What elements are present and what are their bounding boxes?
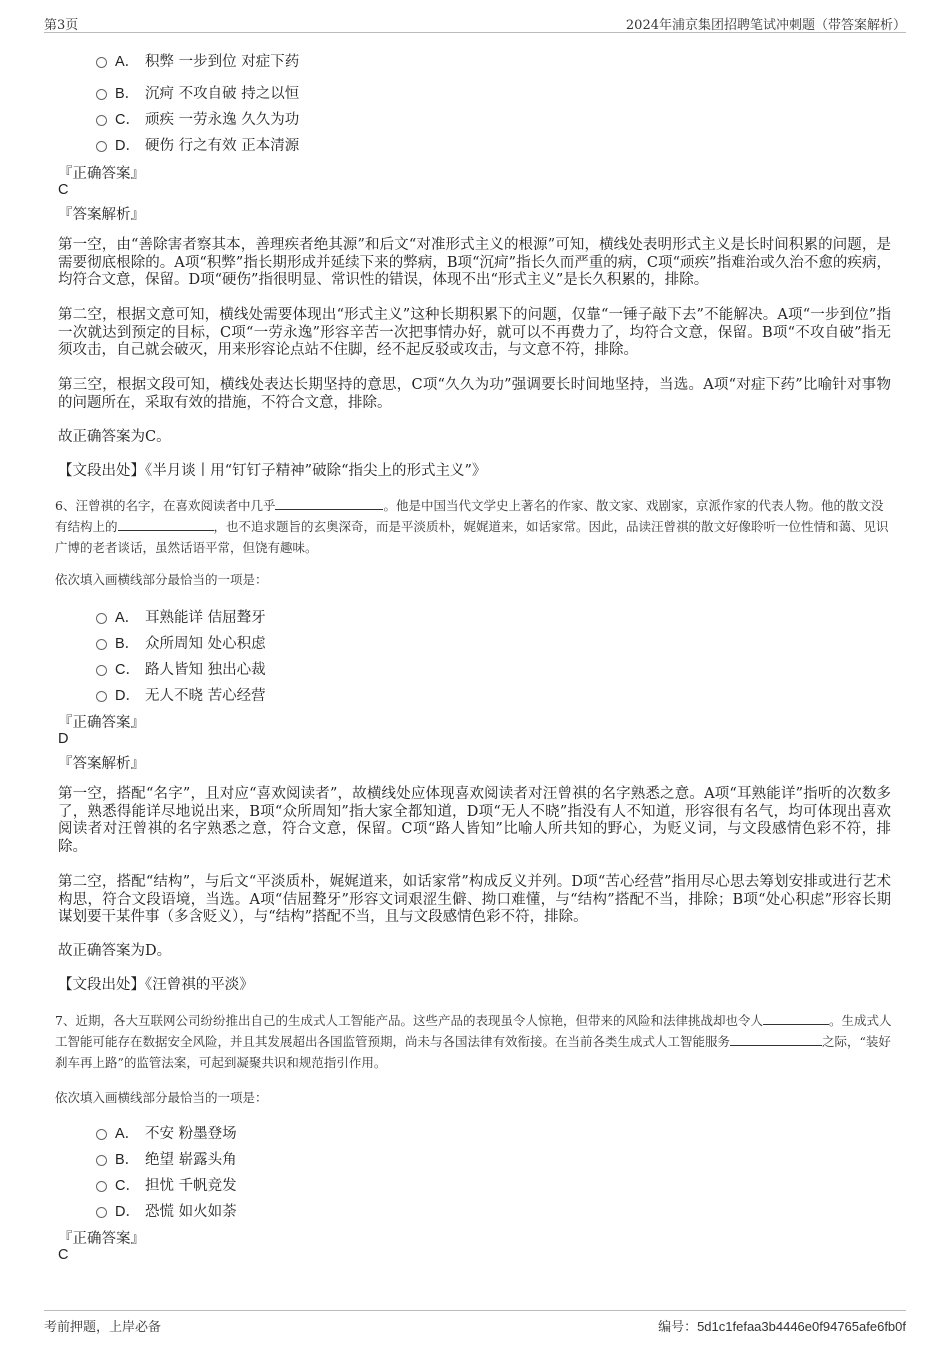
document-code: 编号：5d1c1fefaa3b4446e0f94765afe6fb0f [658, 1319, 906, 1334]
document-title: 2024年浦京集团招聘笔试冲刺题（带答案解析） [625, 18, 906, 33]
radio-icon[interactable] [96, 691, 107, 702]
radio-icon[interactable] [96, 1155, 107, 1166]
page-header [44, 12, 906, 33]
source-citation: 【文段出处】《汪曾祺的平淡》 [58, 977, 254, 993]
analysis-conclusion: 故正确答案为C。 [58, 429, 171, 445]
source-citation: 【文段出处】《半月谈丨用“钉钉子精神”破除“指尖上的形式主义”》 [58, 463, 487, 479]
analysis-label: 『答案解析』 [58, 756, 145, 772]
blank-line [730, 1033, 822, 1046]
radio-icon[interactable] [96, 1129, 107, 1140]
analysis-paragraph: 第一空，由“善除害者察其本，善理疾者绝其源”和后文“对准形式主义的根源”可知，横线处表明形式主义是长时间积累的问题，是需要彻底根除的。A项“积弊”指长期形成并延续下来的弊病，B项“沉疴”指长久而严重的病，C项“顽疾”指难治或久治不愈的疾病，均符合文意，保留。D项“硬伤”指很明显、常识性的错误，体现不出“形式主义”是长久积累的，排除。 [58, 237, 891, 288]
analysis-paragraph: 第三空，根据文段可知，横线处表达长期坚持的意思，C项“久久为功”强调要长时间地坚持，当选。A项“对症下药”比喻针对事物的问题所在，采取有效的措施，不符合文意，排除。 [58, 377, 891, 411]
correct-answer: C [58, 182, 69, 198]
analysis-conclusion: 故正确答案为D。 [58, 943, 172, 959]
radio-icon[interactable] [96, 1181, 107, 1192]
option-a[interactable]: A． 不安 粉墨登场 [96, 1122, 237, 1143]
radio-icon[interactable] [96, 57, 107, 68]
option-a[interactable]: A． 耳熟能详 佶屈聱牙 [96, 606, 266, 627]
analysis-paragraph: 第一空，搭配“名字”，且对应“喜欢阅读者”，故横线处应体现喜欢阅读者对汪曾祺的名字熟悉之意。A项“耳熟能详”指听的次数多了，熟悉得能详尽地说出来，B项“众所周知”指大家全都知道，D项“无人不晓”指没有人不知道，形容很有名气，均可体现出喜欢阅读者对汪曾祺的名字熟悉之意，符合文意，保留。C项“路人皆知”比喻人所共知的野心，为贬义词，与文段感情色彩不符，排除。 [58, 786, 891, 855]
radio-icon[interactable] [96, 1207, 107, 1218]
radio-icon[interactable] [96, 115, 107, 126]
correct-answer-label: 『正确答案』 [58, 166, 145, 182]
option-b[interactable]: B． 沉疴 不攻自破 持之以恒 [96, 82, 299, 103]
page-footer [44, 1310, 906, 1333]
option-b[interactable]: B． 众所周知 处心积虑 [96, 632, 266, 653]
option-d[interactable]: D． 恐慌 如火如荼 [96, 1200, 237, 1221]
option-d[interactable]: D． 无人不晓 苦心经营 [96, 684, 266, 705]
option-d[interactable]: D． 硬伤 行之有效 正本清源 [96, 134, 299, 155]
option-c[interactable]: C． 顽疾 一劳永逸 久久为功 [96, 108, 299, 129]
question-prompt: 依次填入画横线部分最恰当的一项是： [55, 1090, 268, 1105]
correct-answer: C [58, 1247, 69, 1263]
radio-icon[interactable] [96, 639, 107, 650]
correct-answer-label: 『正确答案』 [58, 715, 145, 731]
question-6-text: 6、汪曾祺的名字，在喜欢阅读者中几乎 。他是中国当代文学史上著名的作家、散文家、戏剧家，京派作家的代表人物。他的散文没有结构上的 ，也不追求题旨的玄奥深奇，而是平淡质朴，娓娓道来，如话家常。因此，品读汪曾祺的散文好像聆听一位性情和蔼、见识广博的老者谈话，虽然话语平常，但饶有趣味。 [55, 498, 889, 555]
correct-answer: D [58, 731, 69, 747]
option-c[interactable]: C． 担忧 千帆竞发 [96, 1174, 237, 1195]
blank-line [763, 1012, 829, 1025]
option-b[interactable]: B． 绝望 崭露头角 [96, 1148, 237, 1169]
analysis-label: 『答案解析』 [58, 207, 145, 223]
radio-icon[interactable] [96, 665, 107, 676]
option-c[interactable]: C． 路人皆知 独出心裁 [96, 658, 266, 679]
analysis-paragraph: 第二空，搭配“结构”，与后文“平淡质朴，娓娓道来，如话家常”构成反义并列。D项“苦心经营”指用尽心思去筹划安排或进行艺术构思，符合文段语境，当选。A项“佶屈聱牙”形容文词艰涩生僻、拗口难懂，与“结构”搭配不当，排除；B项“处心积虑”形容长期谋划要干某件事（多含贬义），与“结构”搭配不当，且与文段感情色彩不符，排除。 [58, 874, 891, 925]
page-number: 第3页 [44, 18, 79, 33]
radio-icon[interactable] [96, 141, 107, 152]
question-7-text: 7、近期，各大互联网公司纷纷推出自己的生成式人工智能产品。这些产品的表现虽令人惊艳，但带来的风险和法律挑战却也令人 。生成式人工智能可能存在数据安全风险，并且其发展超出各国监管预期，尚未与各国法律有效衔接。在当前各类生成式人工智能服务 之际，“装好刹车再上路”的监管法案，可起到凝聚共识和规范指引作用。 [55, 1013, 892, 1070]
question-prompt: 依次填入画横线部分最恰当的一项是： [55, 572, 268, 587]
option-a[interactable]: A． 积弊 一步到位 对症下药 [96, 50, 299, 71]
radio-icon[interactable] [96, 613, 107, 624]
radio-icon[interactable] [96, 89, 107, 100]
footer-slogan: 考前押题，上岸必备 [44, 1320, 162, 1335]
analysis-paragraph: 第二空，根据文意可知，横线处需要体现出“形式主义”这种长期积累下的问题，仅靠“一锤子敲下去”不能解决。A项“一步到位”指一次就达到预定的目标，C项“一劳永逸”形容辛苦一次把事情办好，就可以不再费力了，均符合文意，保留。B项“不攻自破”指无须攻击，自己就会破灭，用来形容论点站不住脚，经不起反驳或攻击，与文意不符，排除。 [58, 307, 891, 358]
blank-line [275, 497, 383, 510]
blank-line [118, 518, 214, 531]
correct-answer-label: 『正确答案』 [58, 1231, 145, 1247]
